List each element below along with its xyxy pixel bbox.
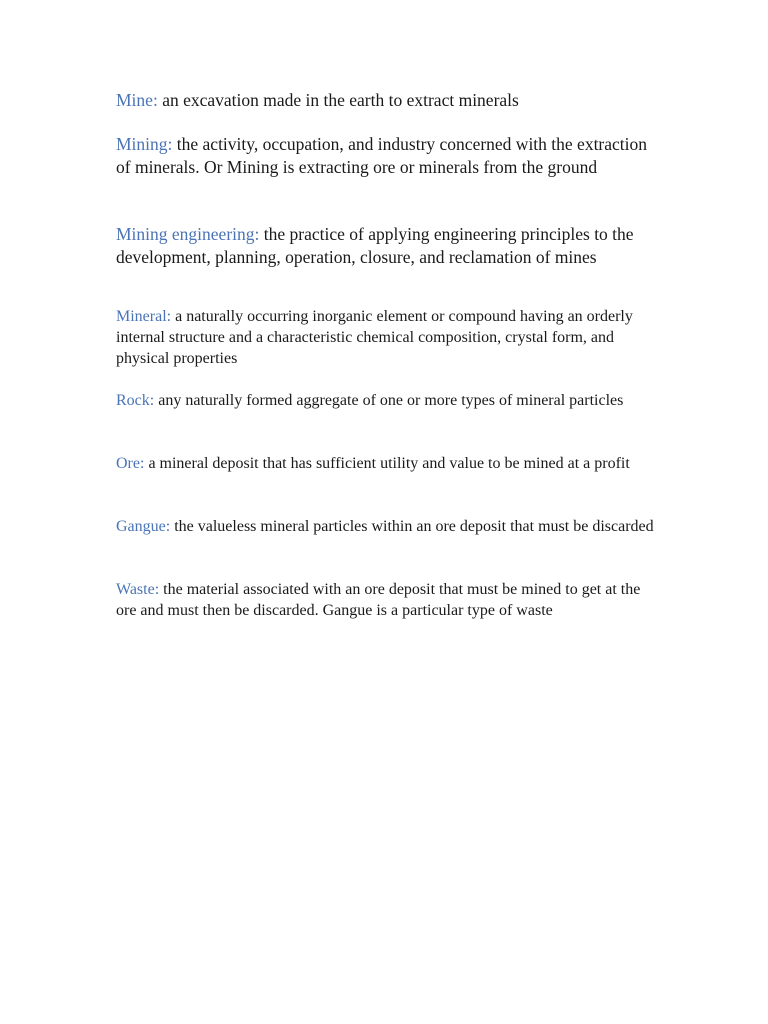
definition-mineral [116,306,656,369]
definition-text: any naturally formed aggregate of one or more types of mineral particles [158,392,624,409]
term-label: Gangue: [116,518,171,535]
term-label: Mining: [116,134,173,154]
term-label: Waste: [116,581,160,598]
term-label: Mining engineering: [116,224,260,244]
definition-text: an excavation made in the earth to extract minerals [162,90,519,110]
term-label: Ore: [116,455,145,472]
definition-waste [116,579,656,621]
term-label: Mine: [116,90,158,110]
definition-text: a naturally occurring inorganic element or compound having an orderly internal structure and a characteristic chemical composition, crystal form, and physical properties [116,308,633,367]
definition-text: the valueless mineral particles within an ore deposit that must be discarded [174,518,654,535]
definition-text: the practice of applying engineering principles to the development, planning, operation, closure, and reclamation of mines [116,224,634,267]
definition-mining-engineering [116,223,656,268]
term-label: Rock: [116,392,155,409]
definition-text: a mineral deposit that has sufficient utility and value to be mined at a profit [148,455,630,472]
definition-mine [116,89,656,112]
term-label: Mineral: [116,308,172,325]
definition-rock [116,390,656,411]
definition-text: the activity, occupation, and industry concerned with the extraction of minerals. Or Mining is extracting ore or minerals from the ground [116,134,648,177]
definition-gangue [116,516,656,537]
definition-ore [116,453,656,474]
definition-mining [116,133,656,178]
definition-text: the material associated with an ore deposit that must be mined to get at the ore and must then be discarded. Gangue is a particular type of waste [116,581,641,619]
